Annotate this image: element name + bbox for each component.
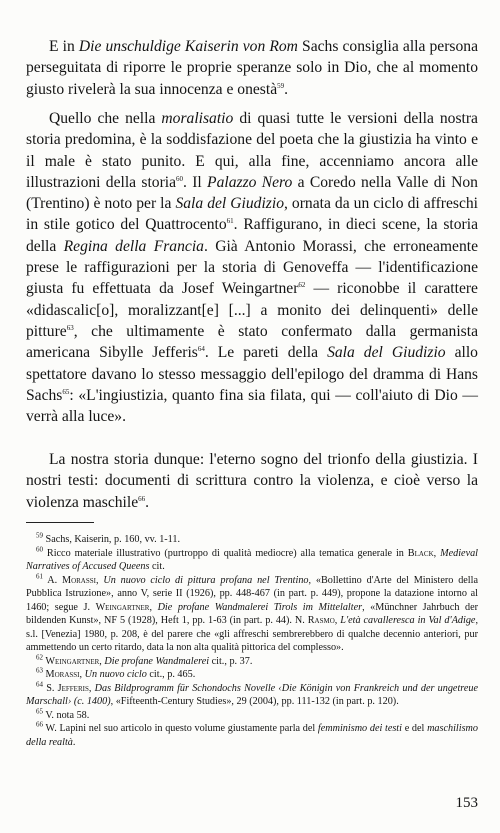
text-run: , — [79, 669, 85, 680]
page-number: 153 — [455, 795, 478, 811]
paragraph-2 — [26, 108, 478, 427]
footnote-ref: 59 — [277, 81, 285, 90]
footnote-number: 62 — [36, 653, 43, 662]
footnote-ref: 61 — [226, 217, 234, 226]
text-run: , ornata da un ciclo di affreschi in stile gotico del Quattrocento — [26, 195, 478, 234]
paragraph-1 — [26, 36, 478, 100]
italic-title: Das Bildprogramm für Schondochs Novelle ‹Die Königin von Frankreich und der ungetreue Marschall› (c. 1400) — [26, 682, 479, 707]
footnote-65 — [26, 709, 478, 723]
author-name: Weingartner — [43, 655, 100, 667]
italic-term: maschilismo della realtà — [26, 723, 478, 748]
text-run: . — [145, 493, 150, 511]
footnote-number: 61 — [36, 572, 43, 581]
author-name: Rasmo — [307, 615, 335, 626]
text-run: W. Lapini nel suo articolo in questo volume giustamente parla del — [43, 723, 318, 734]
text-run: : «L'ingiustizia, quanto fina sia filata, qui — coll'aiuto di Dio — verrà alla luce». — [26, 386, 478, 426]
footnote-number: 60 — [36, 545, 43, 554]
footnote-64 — [26, 682, 478, 709]
italic-title: Un nuovo ciclo — [84, 669, 147, 680]
italic-title: L'età cavalleresca in Val d'Adige — [340, 615, 476, 626]
footnote-separator — [26, 522, 94, 523]
text-run: . Il — [183, 173, 208, 191]
text-run: S. — [43, 682, 58, 694]
footnote-ref: 62 — [298, 281, 306, 290]
footnote-66 — [26, 722, 478, 749]
text-run: . — [284, 80, 289, 98]
text-run: , s.l. [Venezia] 1980, p. 208, è del parere che «gli affreschi sembrerebbero di qualche decennio anteriori, pur ammettendo un certo ritardo, data la non alta qualità pittorica del complesso». — [26, 615, 478, 653]
italic-term: Regina della Francia — [63, 237, 204, 255]
text-run: a Coredo nella Valle di Non (Trentino) è noto per la — [26, 173, 478, 213]
text-run: Sachs, Kaiserin, p. 160, vv. 1-11. — [43, 534, 181, 545]
text-run: A. — [43, 574, 63, 586]
footnote-number: 64 — [36, 680, 43, 689]
text-run: , — [99, 655, 105, 667]
footnotes — [26, 533, 478, 749]
italic-term: moralisatio — [161, 110, 234, 127]
author-name: Weingartner — [95, 601, 150, 613]
text-run: cit., p. 37. — [209, 655, 253, 667]
author-name: Black — [407, 547, 434, 559]
text-run: allo spettatore davano lo stesso messaggio dell'epilogo del dramma di Hans Sachs — [26, 344, 478, 404]
footnote-number: 59 — [36, 531, 43, 540]
text-run: , «Fifteenth-Century Studies», 29 (2004), pp. 111-132 (in part. p. 120). — [110, 696, 399, 707]
text-run: , — [149, 601, 158, 613]
footnote-number: 63 — [36, 666, 43, 675]
author-name: Morassi — [43, 669, 80, 680]
author-name: Jefferis — [57, 682, 89, 694]
footnote-63 — [26, 668, 478, 682]
paragraph-3 — [26, 449, 478, 513]
text-run: di quasi tutte le versioni della nostra storia predomina, è la soddisfazione del poeta che la giustizia ha vinto e il male è stato punito. E qui, alla fine, accenniamo ancora alle illustrazioni della storia — [26, 110, 478, 191]
italic-term: Sala del Giudizio — [327, 344, 446, 362]
text-run: Quello che nella — [49, 110, 162, 127]
footnote-59 — [26, 533, 478, 547]
text-run: . — [72, 736, 76, 748]
footnote-ref: 60 — [176, 174, 184, 183]
italic-title: Un nuovo ciclo di pittura profana nel Trentino — [103, 574, 309, 586]
text-run: . Già Antonio Morassi, che erroneamente prese le raffigurazioni per la storia di Genoveffa — l'identificazione giusta fu effettuata da Josef Weingartner — [26, 237, 478, 298]
italic-title: Medieval Narratives of Accused Queens — [26, 547, 479, 572]
italic-title: Die profane Wandmalerei — [104, 655, 210, 667]
text-run: , — [433, 547, 441, 559]
text-run: E in — [49, 38, 79, 55]
italic-term: Sala del Giudizio — [175, 195, 284, 213]
italic-title: Die unschuldige Kaiserin von Rom — [78, 38, 298, 55]
footnote-number: 65 — [36, 707, 43, 716]
footnote-ref: 64 — [197, 345, 205, 354]
author-name: Morassi — [62, 574, 96, 586]
italic-title: Die profane Wandmalerei Tirols im Mittelalter — [157, 601, 363, 613]
text-run: , — [334, 615, 341, 626]
footnote-62 — [26, 655, 478, 669]
text-run: cit. — [149, 561, 165, 572]
text-run: — riconobbe il carattere «didascalic[o], moralizzant[e] [...] a monito dei delinquenti» delle pitture — [26, 280, 478, 340]
text-run: Ricco materiale illustrativo (purtroppo di qualità mediocre) alla tematica generale in — [43, 547, 408, 559]
footnote-61 — [26, 574, 478, 655]
footnote-ref: 65 — [62, 387, 70, 396]
italic-term: Palazzo Nero — [207, 173, 293, 191]
text-run: , — [95, 574, 104, 586]
footnote-number: 66 — [36, 720, 43, 729]
text-run: , «Münchner Jahrbuch der bildenden Kunst», NF 5 (1928), Heft 1, pp. 1-63 (in part. p. 44). N. — [26, 601, 479, 626]
text-run: . Le pareti della — [204, 344, 328, 362]
text-run: V. nota 58. — [43, 709, 90, 721]
text-run: . Raffigurano, in dieci scene, la storia della — [26, 216, 478, 255]
footnote-ref: 63 — [66, 323, 74, 332]
footnote-ref: 66 — [138, 494, 146, 503]
text-run: Sachs consiglia alla persona perseguitata di riporre le proprie speranze solo in Dio, che al momento giusto rivelerà la sua innocenza e onestà — [26, 38, 478, 98]
text-run: e del — [401, 723, 428, 734]
text-run: , «Bollettino d'Arte del Ministero della Pubblica Istruzione», anno V, serie II (1926), pp. 448-467 (in part. p. 449), propone la datazione intorno al 1460; segue J. — [26, 574, 478, 613]
text-run: , che ultimamente è stato confermato dalla germanista americana Sibylle Jefferis — [26, 322, 478, 362]
italic-term: femminismo dei testi — [317, 723, 402, 734]
text-run: La nostra storia dunque: l'eterno sogno del trionfo della giustizia. I nostri testi: documenti di scrittura contro la violenza, e cioè verso la violenza maschile — [26, 451, 478, 511]
text-run: , — [88, 682, 95, 694]
text-run: cit., p. 465. — [146, 669, 196, 680]
footnote-60 — [26, 547, 478, 574]
